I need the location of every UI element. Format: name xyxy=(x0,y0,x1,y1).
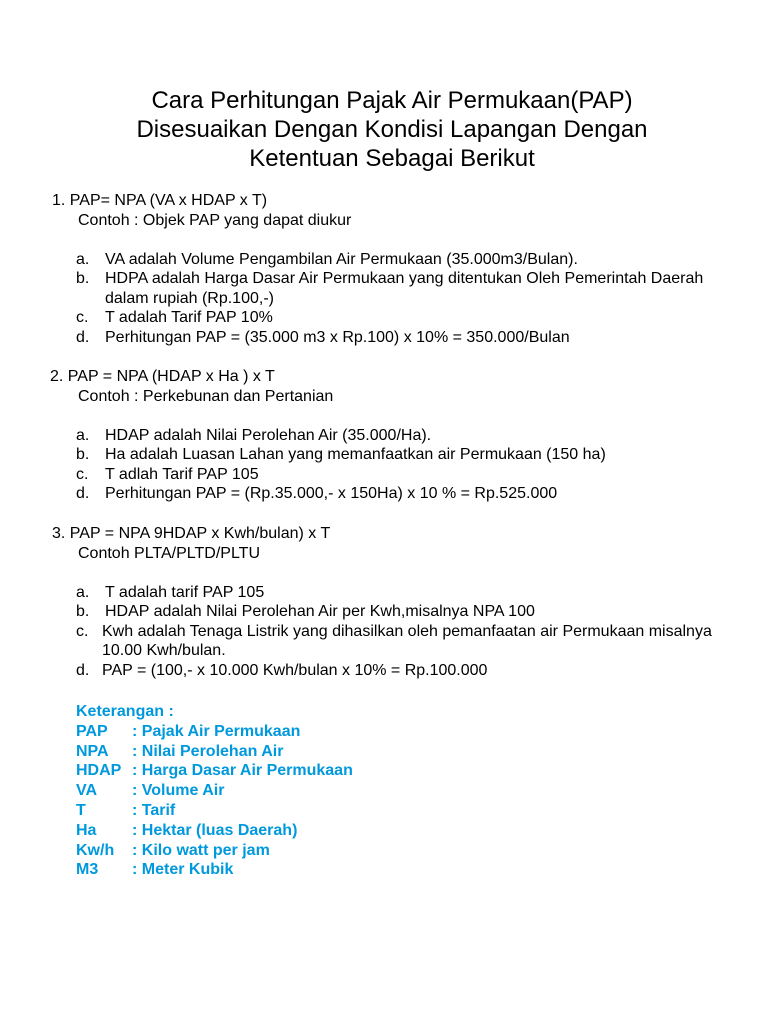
list-item-text: T adalah tarif PAP 105 xyxy=(105,583,265,601)
list-item xyxy=(52,583,752,603)
list-item xyxy=(52,661,752,681)
list-marker: c. xyxy=(76,465,89,483)
section-3-example: Contoh PLTA/PLTD/PLTU xyxy=(78,544,260,562)
section-3-list xyxy=(52,583,752,681)
list-item-text: VA adalah Volume Pengambilan Air Permukaan (35.000m3/Bulan). xyxy=(105,250,578,268)
list-marker: d. xyxy=(76,661,90,679)
section-3-heading: 3. PAP = NPA 9HDAP x Kwh/bulan) x T xyxy=(52,525,331,542)
list-item-text: HDPA adalah Harga Dasar Air Permukaan yang ditentukan Oleh Pemerintah Daerah dalam rupiah (Rp.100,-) xyxy=(105,270,704,307)
legend-abbr: M3 xyxy=(76,861,99,879)
list-item xyxy=(52,328,752,348)
list-item-text: HDAP adalah Nilai Perolehan Air per Kwh,misalnya NPA 100 xyxy=(105,603,535,620)
list-item xyxy=(52,622,752,661)
legend-row xyxy=(76,722,353,742)
list-marker: b. xyxy=(76,603,90,620)
list-marker: a. xyxy=(76,583,90,601)
legend-definition: : Meter Kubik xyxy=(132,861,234,879)
legend-abbr: HDAP xyxy=(76,762,122,780)
section-3 xyxy=(52,524,752,680)
section-2-example: Contoh : Perkebunan dan Pertanian xyxy=(78,387,334,405)
document-title xyxy=(0,86,768,173)
legend-abbr: VA xyxy=(76,782,98,800)
list-item-text: Perhitungan PAP = (Rp.35.000,- x 150Ha) x 10 % = Rp.525.000 xyxy=(105,485,558,502)
legend-abbr: NPA xyxy=(76,742,109,760)
list-item-text: T adlah Tarif PAP 105 xyxy=(105,465,259,483)
legend-definition: : Pajak Air Permukaan xyxy=(132,722,301,740)
list-marker: b. xyxy=(76,270,90,287)
legend-definition: : Volume Air xyxy=(132,782,225,800)
legend-definition: : Hektar (luas Daerah) xyxy=(132,821,298,839)
legend-definition: : Tarif xyxy=(132,801,176,819)
list-marker: a. xyxy=(76,250,90,268)
list-item-text: T adalah Tarif PAP 10% xyxy=(105,309,273,326)
legend-abbr: PAP xyxy=(76,722,108,740)
legend-row xyxy=(76,742,353,762)
section-1 xyxy=(52,191,752,347)
list-item-text: Kwh adalah Tenaga Listrik yang dihasilkan oleh pemanfaatan air Permukaan misalnya 10.00 Kwh/bulan. xyxy=(102,622,712,659)
list-item-text: Ha adalah Luasan Lahan yang memanfaatkan air Permukaan (150 ha) xyxy=(105,446,606,463)
legend-abbr: T xyxy=(76,801,86,819)
list-item xyxy=(52,484,752,504)
title-line-1: Cara Perhitungan Pajak Air Permukaan(PAP) xyxy=(151,87,633,114)
legend-row xyxy=(76,860,353,880)
section-1-list xyxy=(52,250,752,348)
section-2-heading: 2. PAP = NPA (HDAP x Ha ) x T xyxy=(50,368,275,385)
legend xyxy=(76,702,353,880)
legend-definition: : Nilai Perolehan Air xyxy=(132,742,284,760)
list-marker: c. xyxy=(76,622,89,640)
list-item-text: Perhitungan PAP = (35.000 m3 x Rp.100) x 10% = 350.000/Bulan xyxy=(105,328,570,346)
legend-heading: Keterangan : xyxy=(76,703,174,720)
section-1-example: Contoh : Objek PAP yang dapat diukur xyxy=(78,211,352,229)
legend-abbr: Ha xyxy=(76,821,97,839)
legend-definition: : Harga Dasar Air Permukaan xyxy=(132,762,353,780)
list-marker: d. xyxy=(76,328,90,346)
legend-row xyxy=(76,801,353,821)
legend-row xyxy=(76,761,353,781)
section-2 xyxy=(52,367,752,504)
list-item xyxy=(52,250,752,270)
list-item xyxy=(52,426,752,446)
list-item xyxy=(52,465,752,485)
legend-abbr: Kw/h xyxy=(76,841,115,859)
legend-definition: : Kilo watt per jam xyxy=(132,841,270,859)
list-item xyxy=(52,602,752,622)
list-item xyxy=(52,445,752,465)
legend-row xyxy=(76,841,353,861)
title-line-3: Ketentuan Sebagai Berikut xyxy=(249,145,535,172)
list-item-text: PAP = (100,- x 10.000 Kwh/bulan x 10% = Rp.100.000 xyxy=(102,661,488,679)
section-2-list xyxy=(52,426,752,504)
title-line-2: Disesuaikan Dengan Kondisi Lapangan Dengan xyxy=(136,116,648,143)
list-item xyxy=(52,269,752,308)
list-item-text: HDAP adalah Nilai Perolehan Air (35.000/Ha). xyxy=(105,426,432,444)
section-1-heading: 1. PAP= NPA (VA x HDAP x T) xyxy=(52,192,268,209)
list-marker: b. xyxy=(76,446,90,463)
list-marker: c. xyxy=(76,309,89,326)
legend-row xyxy=(76,821,353,841)
list-marker: a. xyxy=(76,426,90,444)
list-item xyxy=(52,308,752,328)
list-marker: d. xyxy=(76,485,90,502)
legend-row xyxy=(76,781,353,801)
